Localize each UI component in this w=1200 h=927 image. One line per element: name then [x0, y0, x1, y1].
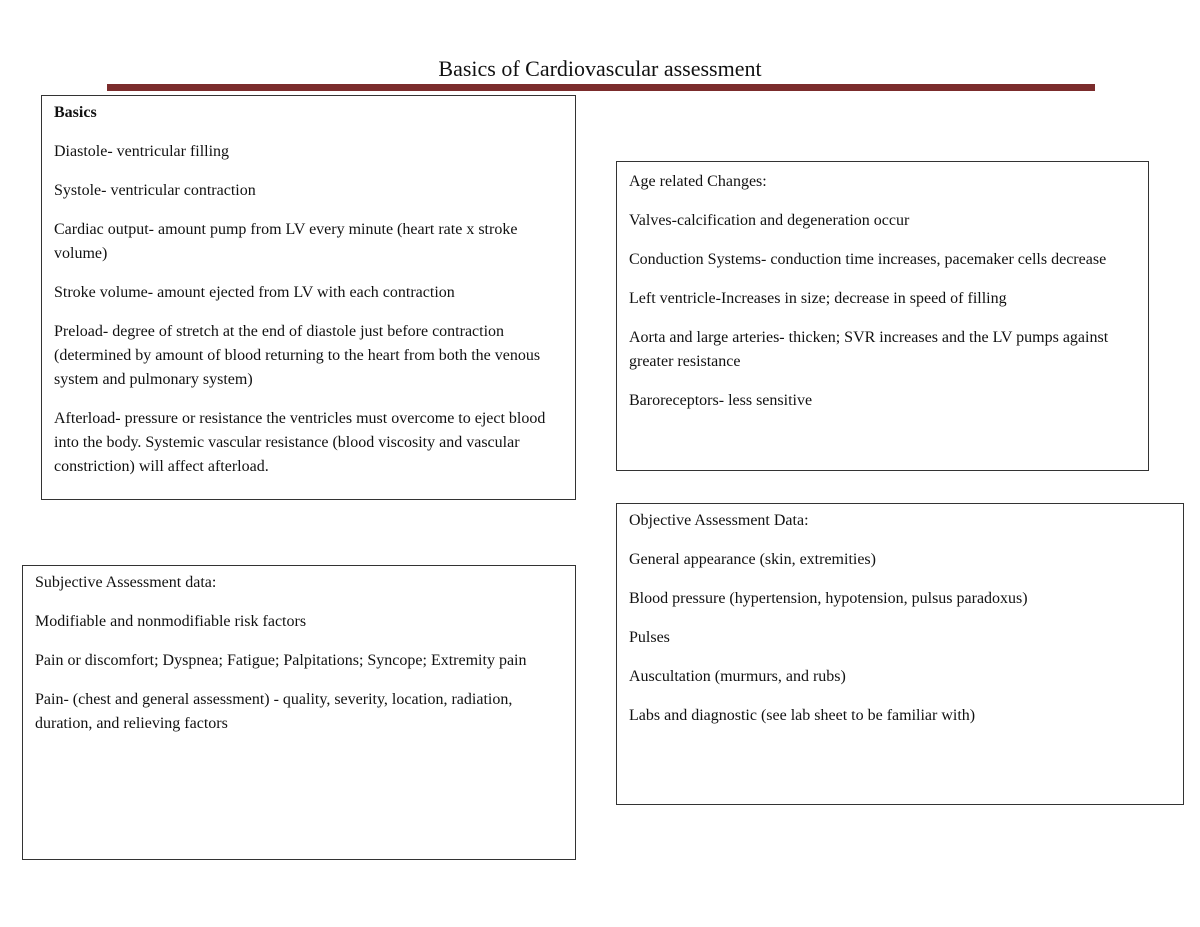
- subjective-heading: Subjective Assessment data:: [35, 574, 217, 591]
- age-changes-item-valves: Valves-calcification and degeneration occur: [629, 212, 910, 229]
- basics-heading: Basics: [54, 104, 97, 121]
- objective-item-blood-pressure: Blood pressure (hypertension, hypotension, pulsus paradoxus): [629, 590, 1028, 607]
- basics-item-diastole: Diastole- ventricular filling: [54, 143, 230, 160]
- basics-box: [41, 95, 576, 500]
- subjective-item-risk-factors: Modifiable and nonmodifiable risk factors: [35, 613, 307, 630]
- objective-item-general-appearance: General appearance (skin, extremities): [629, 551, 876, 568]
- age-changes-item-conduction: Conduction Systems- conduction time increases, pacemaker cells decrease: [629, 251, 1107, 268]
- age-related-changes-box: [616, 161, 1149, 471]
- age-changes-item-aorta: Aorta and large arteries- thicken; SVR increases and the LV pumps against greater resistance: [629, 329, 1109, 370]
- basics-item-stroke-volume: Stroke volume- amount ejected from LV with each contraction: [54, 284, 455, 301]
- age-changes-item-baroreceptors: Baroreceptors- less sensitive: [629, 392, 813, 409]
- objective-assessment-box: [616, 503, 1184, 805]
- subjective-item-symptoms: Pain or discomfort; Dyspnea; Fatigue; Palpitations; Syncope; Extremity pain: [35, 652, 527, 669]
- page-title: Basics of Cardiovascular assessment: [438, 56, 762, 81]
- basics-item-systole: Systole- ventricular contraction: [54, 182, 256, 199]
- objective-item-pulses: Pulses: [629, 629, 670, 646]
- subjective-item-pain-assessment: Pain- (chest and general assessment) - quality, severity, location, radiation, duration, and relieving factors: [35, 691, 513, 732]
- basics-item-preload: Preload- degree of stretch at the end of diastole just before contraction (determined by amount of blood returning to the heart from both the venous system and pulmonary system): [54, 323, 541, 388]
- objective-item-labs: Labs and diagnostic (see lab sheet to be familiar with): [629, 707, 976, 724]
- basics-item-afterload: Afterload- pressure or resistance the ventricles must overcome to eject blood into the body. Systemic vascular resistance (blood viscosity and vascular constriction) will affect afterload.: [54, 410, 546, 475]
- subjective-assessment-box: [22, 565, 576, 860]
- objective-item-auscultation: Auscultation (murmurs, and rubs): [629, 668, 846, 685]
- objective-heading: Objective Assessment Data:: [629, 512, 809, 529]
- age-changes-heading: Age related Changes:: [629, 173, 767, 190]
- age-changes-item-left-ventricle: Left ventricle-Increases in size; decrease in speed of filling: [629, 290, 1007, 307]
- title-underline: [107, 84, 1095, 91]
- basics-item-cardiac-output: Cardiac output- amount pump from LV every minute (heart rate x stroke volume): [54, 221, 518, 262]
